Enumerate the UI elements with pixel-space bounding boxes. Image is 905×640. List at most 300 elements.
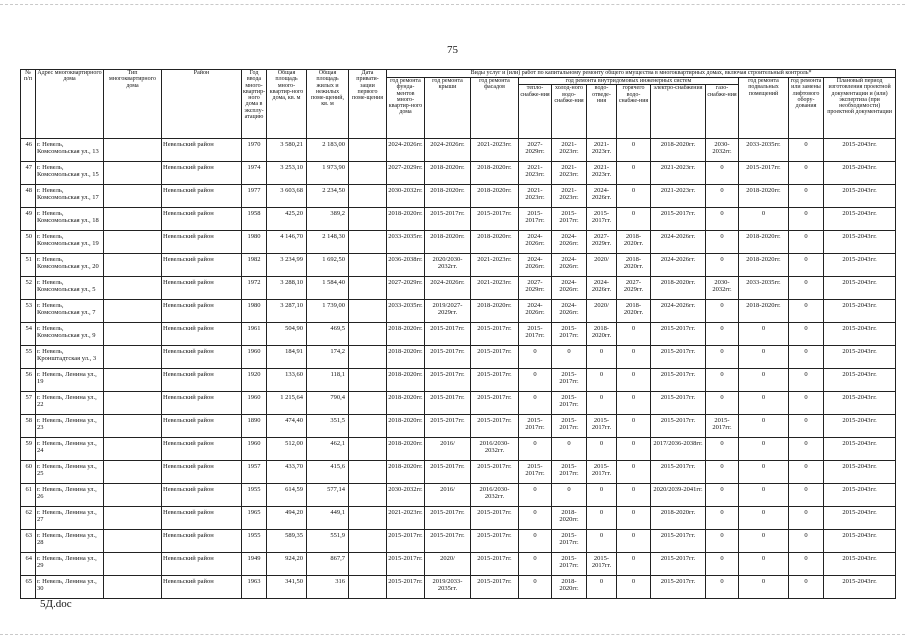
district-cell: Невельский район bbox=[162, 208, 242, 231]
year-built-cell: 1961 bbox=[242, 323, 267, 346]
address-cell: г. Невель, Ленина ул., 22 bbox=[36, 392, 104, 415]
row-num-cell: 55 bbox=[21, 346, 36, 369]
privatization-date-cell bbox=[349, 530, 387, 553]
hot-water-cell: 0 bbox=[617, 461, 651, 484]
year-built-cell: 1963 bbox=[242, 576, 267, 599]
year-built-cell: 1960 bbox=[242, 346, 267, 369]
sewer-cell: 0 bbox=[587, 346, 617, 369]
hot-water-cell: 0 bbox=[617, 185, 651, 208]
basement-repair-cell: 2015-2017гг. bbox=[739, 162, 789, 185]
district-cell: Невельский район bbox=[162, 162, 242, 185]
hot-water-cell: 0 bbox=[617, 139, 651, 162]
elevator-repair-cell: 0 bbox=[789, 162, 824, 185]
facade-repair-cell: 2015-2017гг. bbox=[471, 346, 519, 369]
privatization-date-cell bbox=[349, 576, 387, 599]
electric-cell: 2024-2026гг. bbox=[651, 254, 706, 277]
privatization-date-cell bbox=[349, 438, 387, 461]
roof-repair-cell: 2024-2026гг. bbox=[425, 277, 471, 300]
header-heat-supply: тепло-снабже-ния bbox=[519, 85, 552, 139]
facade-repair-cell: 2021-2023гг. bbox=[471, 139, 519, 162]
roof-repair-cell: 2015-2017гг. bbox=[425, 323, 471, 346]
electric-cell: 2015-2017гг. bbox=[651, 346, 706, 369]
facade-repair-cell: 2016/2030-2032гг. bbox=[471, 484, 519, 507]
cold-water-cell: 2024-2026гг. bbox=[552, 300, 587, 323]
house-type-cell bbox=[104, 530, 162, 553]
footer-filename: 5Д.doc bbox=[40, 598, 72, 610]
house-type-cell bbox=[104, 461, 162, 484]
elevator-repair-cell: 0 bbox=[789, 254, 824, 277]
cold-water-cell: 2021-2023гг. bbox=[552, 185, 587, 208]
row-num-cell: 60 bbox=[21, 461, 36, 484]
heat-supply-cell: 2027-2029гг. bbox=[519, 277, 552, 300]
house-type-cell bbox=[104, 484, 162, 507]
cold-water-cell: 2015-2017гг. bbox=[552, 461, 587, 484]
sewer-cell: 0 bbox=[587, 484, 617, 507]
capital-repair-table bbox=[20, 69, 896, 599]
hot-water-cell: 0 bbox=[617, 438, 651, 461]
living-area-cell: 462,1 bbox=[307, 438, 349, 461]
heat-supply-cell: 0 bbox=[519, 369, 552, 392]
foundation-repair-cell: 2030-2032гг. bbox=[387, 484, 425, 507]
sewer-cell: 2021-2023гг. bbox=[587, 139, 617, 162]
electric-cell: 2015-2017гг. bbox=[651, 208, 706, 231]
roof-repair-cell: 2019/2033-2035гг. bbox=[425, 576, 471, 599]
address-cell: г. Невель, Комсомольская ул., 17 bbox=[36, 185, 104, 208]
elevator-repair-cell: 0 bbox=[789, 392, 824, 415]
design-period-cell: 2015-2043гг. bbox=[824, 139, 896, 162]
house-type-cell bbox=[104, 231, 162, 254]
living-area-cell: 577,14 bbox=[307, 484, 349, 507]
elevator-repair-cell: 0 bbox=[789, 530, 824, 553]
heat-supply-cell: 0 bbox=[519, 576, 552, 599]
cold-water-cell: 2018-2020гг. bbox=[552, 507, 587, 530]
house-type-cell bbox=[104, 507, 162, 530]
district-cell: Невельский район bbox=[162, 461, 242, 484]
elevator-repair-cell: 0 bbox=[789, 323, 824, 346]
living-area-cell: 351,5 bbox=[307, 415, 349, 438]
address-cell: г. Невель, Комсомольская ул., 19 bbox=[36, 231, 104, 254]
design-period-cell: 2015-2043гг. bbox=[824, 185, 896, 208]
house-type-cell bbox=[104, 553, 162, 576]
table-row bbox=[21, 553, 896, 576]
foundation-repair-cell: 2018-2020гг. bbox=[387, 346, 425, 369]
gas-cell: 2030-2032гг. bbox=[706, 277, 739, 300]
year-built-cell: 1965 bbox=[242, 507, 267, 530]
sewer-cell: 0 bbox=[587, 507, 617, 530]
privatization-date-cell bbox=[349, 553, 387, 576]
living-area-cell: 1 692,50 bbox=[307, 254, 349, 277]
year-built-cell: 1977 bbox=[242, 185, 267, 208]
year-built-cell: 1960 bbox=[242, 438, 267, 461]
living-area-cell: 2 148,30 bbox=[307, 231, 349, 254]
cold-water-cell: 2024-2026гг. bbox=[552, 254, 587, 277]
district-cell: Невельский район bbox=[162, 139, 242, 162]
basement-repair-cell: 0 bbox=[739, 576, 789, 599]
electric-cell: 2021-2023гг. bbox=[651, 185, 706, 208]
table-row bbox=[21, 392, 896, 415]
cold-water-cell: 2015-2017гг. bbox=[552, 323, 587, 346]
hot-water-cell: 0 bbox=[617, 369, 651, 392]
electric-cell: 2021-2023гг. bbox=[651, 162, 706, 185]
electric-cell: 2018-2020гг. bbox=[651, 139, 706, 162]
header-basement-repair: год ремонта подвальных помещений bbox=[739, 78, 789, 139]
living-area-cell: 790,4 bbox=[307, 392, 349, 415]
row-num-cell: 48 bbox=[21, 185, 36, 208]
year-built-cell: 1957 bbox=[242, 461, 267, 484]
roof-repair-cell: 2015-2017гг. bbox=[425, 369, 471, 392]
basement-repair-cell: 0 bbox=[739, 415, 789, 438]
year-built-cell: 1958 bbox=[242, 208, 267, 231]
privatization-date-cell bbox=[349, 392, 387, 415]
district-cell: Невельский район bbox=[162, 392, 242, 415]
living-area-cell: 389,2 bbox=[307, 208, 349, 231]
elevator-repair-cell: 0 bbox=[789, 484, 824, 507]
facade-repair-cell: 2015-2017гг. bbox=[471, 576, 519, 599]
privatization-date-cell bbox=[349, 346, 387, 369]
design-period-cell: 2015-2043гг. bbox=[824, 530, 896, 553]
total-area-cell: 924,20 bbox=[267, 553, 307, 576]
foundation-repair-cell: 2015-2017гг. bbox=[387, 576, 425, 599]
total-area-cell: 3 603,68 bbox=[267, 185, 307, 208]
electric-cell: 2015-2017гг. bbox=[651, 576, 706, 599]
header-foundation-repair: год ремонта фунда-ментов много-квартир-ного дома bbox=[387, 78, 425, 139]
facade-repair-cell: 2015-2017гг. bbox=[471, 208, 519, 231]
electric-cell: 2018-2020гг. bbox=[651, 507, 706, 530]
foundation-repair-cell: 2033-2035гг. bbox=[387, 300, 425, 323]
sewer-cell: 2024-2026гг. bbox=[587, 277, 617, 300]
sewer-cell: 2024-2026гг. bbox=[587, 185, 617, 208]
roof-repair-cell: 2015-2017гг. bbox=[425, 346, 471, 369]
district-cell: Невельский район bbox=[162, 507, 242, 530]
privatization-date-cell bbox=[349, 300, 387, 323]
house-type-cell bbox=[104, 277, 162, 300]
roof-repair-cell: 2015-2017гг. bbox=[425, 507, 471, 530]
address-cell: г. Невель, Ленина ул., 19 bbox=[36, 369, 104, 392]
district-cell: Невельский район bbox=[162, 346, 242, 369]
house-type-cell bbox=[104, 162, 162, 185]
table-body bbox=[21, 139, 896, 599]
gas-cell: 0 bbox=[706, 254, 739, 277]
facade-repair-cell: 2015-2017гг. bbox=[471, 323, 519, 346]
living-area-cell: 174,2 bbox=[307, 346, 349, 369]
foundation-repair-cell: 2027-2029гг. bbox=[387, 277, 425, 300]
sewer-cell: 0 bbox=[587, 369, 617, 392]
foundation-repair-cell: 2015-2017гг. bbox=[387, 553, 425, 576]
table-row bbox=[21, 300, 896, 323]
row-num-cell: 63 bbox=[21, 530, 36, 553]
district-cell: Невельский район bbox=[162, 323, 242, 346]
electric-cell: 2024-2026гг. bbox=[651, 231, 706, 254]
basement-repair-cell: 0 bbox=[739, 553, 789, 576]
house-type-cell bbox=[104, 208, 162, 231]
privatization-date-cell bbox=[349, 208, 387, 231]
address-cell: г. Невель, Комсомольская ул., 7 bbox=[36, 300, 104, 323]
facade-repair-cell: 2015-2017гг. bbox=[471, 392, 519, 415]
foundation-repair-cell: 2018-2020гг. bbox=[387, 415, 425, 438]
hot-water-cell: 0 bbox=[617, 484, 651, 507]
foundation-repair-cell: 2030-2032гг. bbox=[387, 185, 425, 208]
design-period-cell: 2015-2043гг. bbox=[824, 162, 896, 185]
gas-cell: 0 bbox=[706, 162, 739, 185]
sewer-cell: 2027-2029гг. bbox=[587, 231, 617, 254]
row-num-cell: 53 bbox=[21, 300, 36, 323]
elevator-repair-cell: 0 bbox=[789, 415, 824, 438]
row-num-cell: 64 bbox=[21, 553, 36, 576]
basement-repair-cell: 0 bbox=[739, 484, 789, 507]
gas-cell: 0 bbox=[706, 438, 739, 461]
header-elevator-repair: год ремонта или замены лифтового обору-дования bbox=[789, 78, 824, 139]
foundation-repair-cell: 2018-2020гг. bbox=[387, 461, 425, 484]
privatization-date-cell bbox=[349, 323, 387, 346]
electric-cell: 2015-2017гг. bbox=[651, 369, 706, 392]
electric-cell: 2015-2017гг. bbox=[651, 392, 706, 415]
table-row bbox=[21, 576, 896, 599]
house-type-cell bbox=[104, 346, 162, 369]
header-roof-repair: год ремонта крыши bbox=[425, 78, 471, 139]
house-type-cell bbox=[104, 415, 162, 438]
facade-repair-cell: 2015-2017гг. bbox=[471, 530, 519, 553]
gas-cell: 0 bbox=[706, 392, 739, 415]
table-row bbox=[21, 438, 896, 461]
living-area-cell: 1 973,90 bbox=[307, 162, 349, 185]
year-built-cell: 1920 bbox=[242, 369, 267, 392]
roof-repair-cell: 2020/2030-2032гг. bbox=[425, 254, 471, 277]
basement-repair-cell: 2018-2020гг. bbox=[739, 254, 789, 277]
facade-repair-cell: 2018-2020гг. bbox=[471, 185, 519, 208]
total-area-cell: 341,50 bbox=[267, 576, 307, 599]
row-num-cell: 54 bbox=[21, 323, 36, 346]
total-area-cell: 4 146,70 bbox=[267, 231, 307, 254]
header-year-built: Год ввода много-квартир-ного дома в эксплу-атацию bbox=[242, 70, 267, 139]
foundation-repair-cell: 2018-2020гг. bbox=[387, 369, 425, 392]
basement-repair-cell: 0 bbox=[739, 438, 789, 461]
facade-repair-cell: 2018-2020гг. bbox=[471, 162, 519, 185]
header-num: № п/п bbox=[21, 70, 36, 139]
sewer-cell: 2021-2023гг. bbox=[587, 162, 617, 185]
table-row bbox=[21, 369, 896, 392]
design-period-cell: 2015-2043гг. bbox=[824, 392, 896, 415]
header-systems-group: год ремонта внутридомовых инженерных систем bbox=[519, 78, 739, 85]
basement-repair-cell: 2033-2035гг. bbox=[739, 139, 789, 162]
row-num-cell: 47 bbox=[21, 162, 36, 185]
district-cell: Невельский район bbox=[162, 484, 242, 507]
cold-water-cell: 2024-2026гг. bbox=[552, 277, 587, 300]
privatization-date-cell bbox=[349, 277, 387, 300]
facade-repair-cell: 2018-2020гг. bbox=[471, 300, 519, 323]
house-type-cell bbox=[104, 392, 162, 415]
header-facade-repair: год ремонта фасадов bbox=[471, 78, 519, 139]
living-area-cell: 1 584,40 bbox=[307, 277, 349, 300]
heat-supply-cell: 0 bbox=[519, 438, 552, 461]
header-privatization-date: Дата привати-зации первого поме-щения bbox=[349, 70, 387, 139]
foundation-repair-cell: 2018-2020гг. bbox=[387, 392, 425, 415]
district-cell: Невельский район bbox=[162, 369, 242, 392]
total-area-cell: 512,00 bbox=[267, 438, 307, 461]
total-area-cell: 3 287,10 bbox=[267, 300, 307, 323]
district-cell: Невельский район bbox=[162, 553, 242, 576]
foundation-repair-cell: 2018-2020гг. bbox=[387, 208, 425, 231]
hot-water-cell: 2018-2020гг. bbox=[617, 231, 651, 254]
heat-supply-cell: 0 bbox=[519, 484, 552, 507]
roof-repair-cell: 2019/2027-2029гг. bbox=[425, 300, 471, 323]
district-cell: Невельский район bbox=[162, 254, 242, 277]
sewer-cell: 2020/ bbox=[587, 300, 617, 323]
district-cell: Невельский район bbox=[162, 185, 242, 208]
address-cell: г. Невель, Ленина ул., 23 bbox=[36, 415, 104, 438]
header-house-type: Тип многоквартирного дома bbox=[104, 70, 162, 139]
foundation-repair-cell: 2018-2020гг. bbox=[387, 438, 425, 461]
gas-cell: 0 bbox=[706, 323, 739, 346]
living-area-cell: 449,1 bbox=[307, 507, 349, 530]
cold-water-cell: 2015-2017гг. bbox=[552, 392, 587, 415]
table-row bbox=[21, 277, 896, 300]
district-cell: Невельский район bbox=[162, 415, 242, 438]
design-period-cell: 2015-2043гг. bbox=[824, 300, 896, 323]
hot-water-cell: 2018-2020гг. bbox=[617, 300, 651, 323]
hot-water-cell: 2018-2020гг. bbox=[617, 254, 651, 277]
cold-water-cell: 2015-2017гг. bbox=[552, 369, 587, 392]
foundation-repair-cell: 2021-2023гг. bbox=[387, 507, 425, 530]
design-period-cell: 2015-2043гг. bbox=[824, 277, 896, 300]
basement-repair-cell: 2033-2035гг. bbox=[739, 277, 789, 300]
facade-repair-cell: 2015-2017гг. bbox=[471, 415, 519, 438]
heat-supply-cell: 0 bbox=[519, 530, 552, 553]
cold-water-cell: 0 bbox=[552, 346, 587, 369]
table-row bbox=[21, 231, 896, 254]
electric-cell: 2015-2017гг. bbox=[651, 530, 706, 553]
table-row bbox=[21, 185, 896, 208]
district-cell: Невельский район bbox=[162, 300, 242, 323]
row-num-cell: 61 bbox=[21, 484, 36, 507]
row-num-cell: 50 bbox=[21, 231, 36, 254]
electric-cell: 2017/2036-2038гг. bbox=[651, 438, 706, 461]
hot-water-cell: 0 bbox=[617, 530, 651, 553]
roof-repair-cell: 2015-2017гг. bbox=[425, 461, 471, 484]
heat-supply-cell: 2024-2026гг. bbox=[519, 254, 552, 277]
living-area-cell: 2 183,00 bbox=[307, 139, 349, 162]
elevator-repair-cell: 0 bbox=[789, 369, 824, 392]
roof-repair-cell: 2015-2017гг. bbox=[425, 530, 471, 553]
hot-water-cell: 0 bbox=[617, 415, 651, 438]
year-built-cell: 1972 bbox=[242, 277, 267, 300]
heat-supply-cell: 2015-2017гг. bbox=[519, 208, 552, 231]
facade-repair-cell: 2016/2030-2032гг. bbox=[471, 438, 519, 461]
table-row bbox=[21, 254, 896, 277]
roof-repair-cell: 2015-2017гг. bbox=[425, 392, 471, 415]
elevator-repair-cell: 0 bbox=[789, 438, 824, 461]
design-period-cell: 2015-2043гг. bbox=[824, 484, 896, 507]
header-district: Район bbox=[162, 70, 242, 139]
heat-supply-cell: 2024-2026гг. bbox=[519, 231, 552, 254]
row-num-cell: 58 bbox=[21, 415, 36, 438]
design-period-cell: 2015-2043гг. bbox=[824, 369, 896, 392]
design-period-cell: 2015-2043гг. bbox=[824, 323, 896, 346]
district-cell: Невельский район bbox=[162, 438, 242, 461]
design-period-cell: 2015-2043гг. bbox=[824, 231, 896, 254]
hot-water-cell: 0 bbox=[617, 346, 651, 369]
heat-supply-cell: 2024-2026гг. bbox=[519, 300, 552, 323]
hot-water-cell: 0 bbox=[617, 576, 651, 599]
elevator-repair-cell: 0 bbox=[789, 553, 824, 576]
sewer-cell: 2015-2017гг. bbox=[587, 553, 617, 576]
table-row bbox=[21, 461, 896, 484]
heat-supply-cell: 0 bbox=[519, 553, 552, 576]
living-area-cell: 469,5 bbox=[307, 323, 349, 346]
row-num-cell: 57 bbox=[21, 392, 36, 415]
facade-repair-cell: 2015-2017гг. bbox=[471, 507, 519, 530]
roof-repair-cell: 2020/ bbox=[425, 553, 471, 576]
gas-cell: 0 bbox=[706, 530, 739, 553]
sewer-cell: 0 bbox=[587, 438, 617, 461]
sewer-cell: 2018-2020гг. bbox=[587, 323, 617, 346]
header-cold-water: холод-ного водо-снабже-ния bbox=[552, 85, 587, 139]
electric-cell: 2020/2039-2041гг. bbox=[651, 484, 706, 507]
total-area-cell: 494,20 bbox=[267, 507, 307, 530]
district-cell: Невельский район bbox=[162, 530, 242, 553]
address-cell: г. Невель, Комсомольская ул., 20 bbox=[36, 254, 104, 277]
heat-supply-cell: 2015-2017гг. bbox=[519, 415, 552, 438]
hot-water-cell: 0 bbox=[617, 208, 651, 231]
hot-water-cell: 0 bbox=[617, 323, 651, 346]
header-hot-water: горячего водо-снабже-ния bbox=[617, 85, 651, 139]
heat-supply-cell: 2015-2017гг. bbox=[519, 461, 552, 484]
heat-supply-cell: 0 bbox=[519, 507, 552, 530]
address-cell: г. Невель, Ленина ул., 24 bbox=[36, 438, 104, 461]
total-area-cell: 589,35 bbox=[267, 530, 307, 553]
electric-cell: 2015-2017гг. bbox=[651, 323, 706, 346]
total-area-cell: 3 253,10 bbox=[267, 162, 307, 185]
basement-repair-cell: 0 bbox=[739, 392, 789, 415]
house-type-cell bbox=[104, 254, 162, 277]
design-period-cell: 2015-2043гг. bbox=[824, 346, 896, 369]
total-area-cell: 184,91 bbox=[267, 346, 307, 369]
address-cell: г. Невель, Ленина ул., 29 bbox=[36, 553, 104, 576]
house-type-cell bbox=[104, 369, 162, 392]
elevator-repair-cell: 0 bbox=[789, 139, 824, 162]
address-cell: г. Невель, Ленина ул., 27 bbox=[36, 507, 104, 530]
basement-repair-cell: 0 bbox=[739, 507, 789, 530]
gas-cell: 2030-2032гг. bbox=[706, 139, 739, 162]
sewer-cell: 0 bbox=[587, 530, 617, 553]
row-num-cell: 62 bbox=[21, 507, 36, 530]
basement-repair-cell: 0 bbox=[739, 346, 789, 369]
year-built-cell: 1980 bbox=[242, 300, 267, 323]
gas-cell: 0 bbox=[706, 553, 739, 576]
foundation-repair-cell: 2033-2035гг. bbox=[387, 231, 425, 254]
roof-repair-cell: 2016/ bbox=[425, 484, 471, 507]
heat-supply-cell: 2027-2029гг. bbox=[519, 139, 552, 162]
header-gas: газо-снабже-ния bbox=[706, 85, 739, 139]
basement-repair-cell: 0 bbox=[739, 208, 789, 231]
cold-water-cell: 0 bbox=[552, 438, 587, 461]
privatization-date-cell bbox=[349, 185, 387, 208]
roof-repair-cell: 2016/ bbox=[425, 438, 471, 461]
row-num-cell: 46 bbox=[21, 139, 36, 162]
table-row bbox=[21, 484, 896, 507]
table-row bbox=[21, 507, 896, 530]
page-number: 75 bbox=[447, 44, 458, 56]
total-area-cell: 504,90 bbox=[267, 323, 307, 346]
electric-cell: 2015-2017гг. bbox=[651, 461, 706, 484]
cold-water-cell: 2015-2017гг. bbox=[552, 415, 587, 438]
sewer-cell: 0 bbox=[587, 392, 617, 415]
header-sewer: водо-отведе-ния bbox=[587, 85, 617, 139]
gas-cell: 0 bbox=[706, 231, 739, 254]
gas-cell: 0 bbox=[706, 576, 739, 599]
gas-cell: 0 bbox=[706, 208, 739, 231]
roof-repair-cell: 2015-2017гг. bbox=[425, 208, 471, 231]
facade-repair-cell: 2015-2017гг. bbox=[471, 553, 519, 576]
